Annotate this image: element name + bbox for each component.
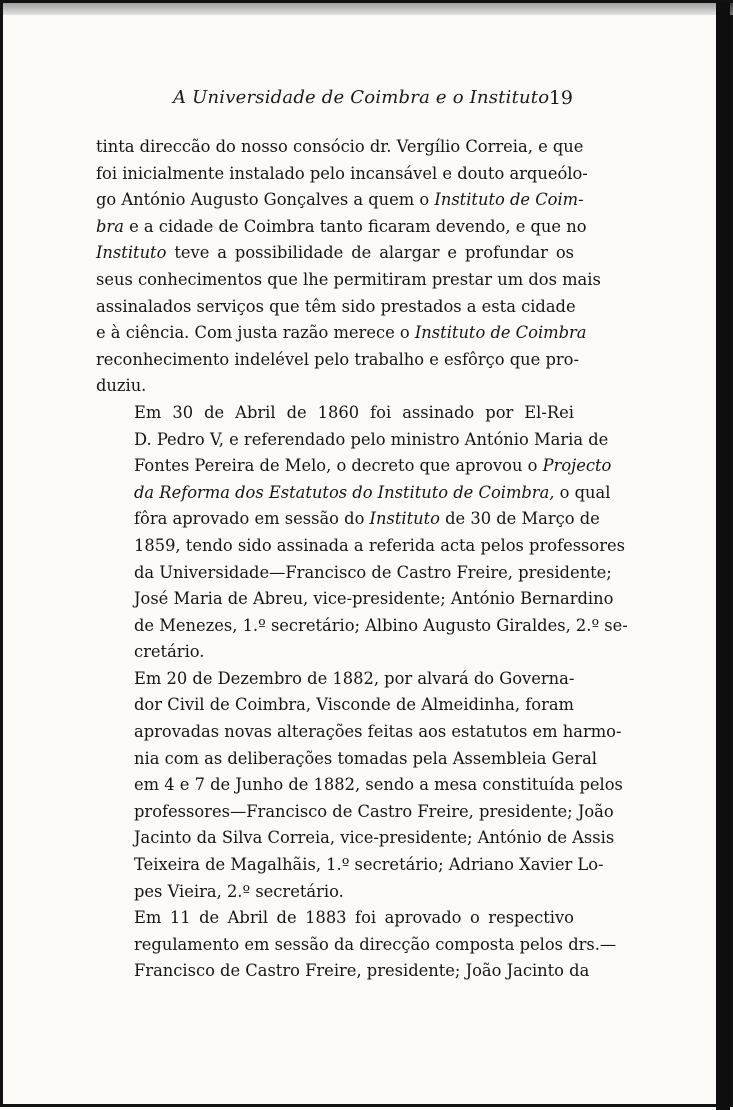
running-title: A Universidade de Coimbra e o Instituto — [173, 87, 550, 108]
text-run: reconhecimento indelével pelo trabalho e esfôrço que pro- — [96, 349, 579, 369]
text-run: em 4 e 7 de Junho de 1882, sendo a mesa constituída pelos — [134, 775, 623, 795]
text-line — [96, 719, 622, 746]
text-line — [96, 932, 617, 959]
text-run: Francisco de Castro Freire, presidente; João Jacinto da — [134, 961, 590, 981]
scan-top-shadow — [3, 3, 733, 15]
text-run: regulamento em sessão da direcção composta pelos drs.— — [134, 934, 617, 954]
text-run: fôra aprovado em sessão do — [134, 509, 370, 529]
text-run: D. Pedro V, e referendado pelo ministro António Maria de — [134, 429, 609, 449]
text-line — [96, 347, 579, 374]
paragraph — [96, 666, 623, 905]
text-line — [96, 879, 574, 906]
text-run: Teixeira de Magalhãis, 1.º secretário; Adriano Xavier Lo- — [134, 855, 604, 875]
text-line — [96, 294, 574, 321]
text-line — [96, 905, 574, 932]
paragraph — [96, 134, 601, 400]
text-run: aprovadas novas alterações feitas aos estatutos em harmo- — [134, 722, 622, 742]
text-run: Em 30 de Abril de 1860 foi assinado por El-Rei — [134, 402, 574, 422]
italic-title: Instituto — [369, 509, 440, 529]
text-run: duziu. — [96, 376, 147, 396]
text-line — [96, 613, 628, 640]
text-line — [96, 746, 597, 773]
text-run: Em 20 de Dezembro de 1882, por alvará do Governa- — [134, 668, 575, 688]
text-line — [96, 453, 612, 480]
italic-title: Projecto — [542, 456, 612, 476]
text-line — [96, 639, 574, 666]
paragraph — [96, 905, 617, 985]
text-run: nia com as deliberações tomadas pela Assembleia Geral — [134, 748, 597, 768]
text-run: 1859, tendo sido assinada a referida acta pelos professores — [134, 535, 625, 555]
text-run: e à ciência. Com justa razão merece o — [96, 323, 415, 343]
text-line — [96, 772, 623, 799]
text-line — [96, 958, 590, 985]
page-number: 19 — [548, 87, 573, 109]
text-run: go António Augusto Gonçalves a quem o — [96, 190, 435, 210]
text-line — [96, 533, 625, 560]
text-run: foi inicialmente instalado pelo incansável e douto arqueólo- — [96, 163, 588, 183]
text-line — [96, 400, 574, 427]
italic-title: Instituto — [96, 243, 167, 263]
text-run: Fontes Pereira de Melo, o decreto que aprovou o — [134, 456, 543, 476]
italic-title: Instituto de Coim- — [434, 190, 584, 210]
text-line — [96, 666, 574, 693]
text-line — [96, 692, 574, 719]
text-run: e a cidade de Coimbra tanto ficaram devendo, e que no — [123, 216, 587, 236]
italic-title: da Reforma dos Estatutos do Instituto de Coimbra, — [134, 482, 555, 502]
body-text — [96, 134, 628, 985]
text-line — [96, 161, 588, 188]
text-run: teve a possibilidade de alargar e profundar os — [166, 243, 574, 263]
text-run: da Universidade—Francisco de Castro Freire, presidente; — [134, 562, 612, 582]
text-line — [96, 799, 614, 826]
text-line — [96, 586, 614, 613]
paragraph — [96, 400, 628, 666]
text-run: Em 11 de Abril de 1883 foi aprovado o respectivo — [134, 908, 574, 928]
text-run: pes Vieira, 2.º secretário. — [134, 881, 344, 901]
text-line — [96, 267, 601, 294]
text-run: o qual — [554, 482, 611, 502]
text-run: de 30 de Março de — [439, 509, 600, 529]
text-run: Jacinto da Silva Correia, vice-presidente; António de Assis — [134, 828, 615, 848]
text-line — [96, 187, 584, 214]
text-line — [96, 480, 611, 507]
text-line — [96, 240, 574, 267]
text-run: tinta direccão do nosso consócio dr. Vergílio Correia, e que — [96, 137, 584, 156]
text-line — [96, 214, 587, 241]
text-line — [96, 373, 574, 400]
scan-right-edge — [716, 3, 730, 1110]
text-line — [96, 427, 609, 454]
text-line — [96, 852, 604, 879]
text-line — [96, 825, 615, 852]
text-line — [96, 560, 612, 587]
text-run: dor Civil de Coimbra, Visconde de Almeidinha, foram — [134, 695, 574, 715]
text-run: José Maria de Abreu, vice-presidente; António Bernardino — [134, 589, 614, 609]
text-line — [96, 134, 584, 161]
text-run: cretário. — [134, 642, 205, 662]
text-run: de Menezes, 1.º secretário; Albino Augusto Giraldes, 2.º se- — [134, 615, 628, 635]
text-line — [96, 320, 587, 347]
italic-title: Instituto de Coimbra — [414, 323, 587, 343]
text-line — [96, 506, 600, 533]
text-run: assinalados serviços que têm sido prestados a esta cidade — [96, 296, 576, 316]
text-run: seus conhecimentos que lhe permitiram prestar um dos mais — [96, 269, 601, 289]
italic-title: bra — [96, 216, 124, 236]
text-run: professores—Francisco de Castro Freire, presidente; João — [134, 801, 614, 821]
